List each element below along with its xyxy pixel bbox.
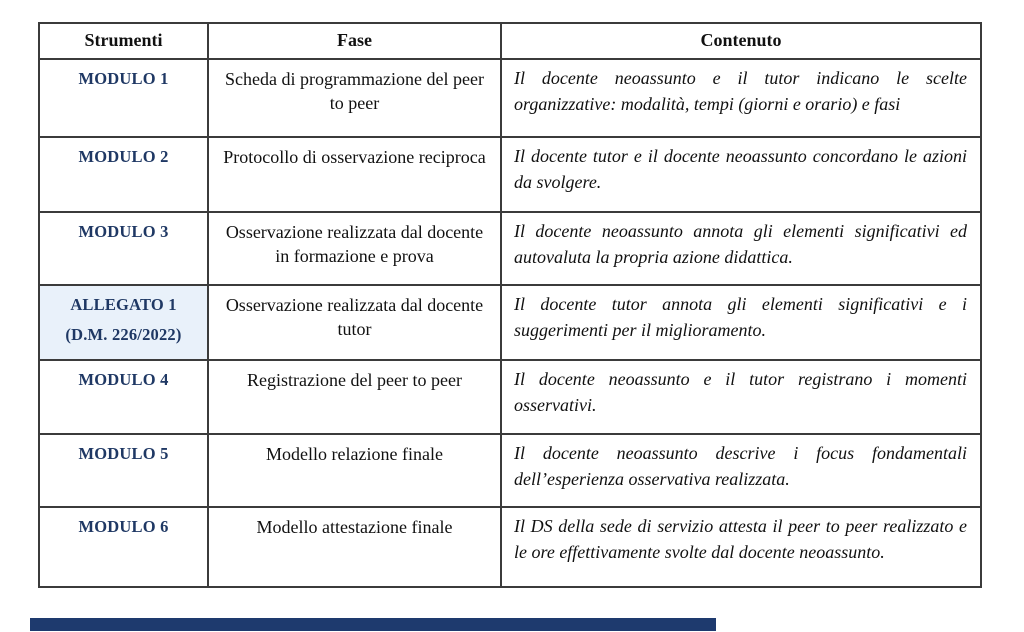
contenuto-text: Il DS della sede di servizio attesta il peer to peer realizzato e le ore effettivamente svolte dal docente neoassunto. <box>501 507 981 587</box>
fase-text: Osservazione realizzata dal docente in formazione e prova <box>208 212 501 285</box>
page-bottom-bar <box>30 618 716 631</box>
fase-text: Protocollo di osservazione reciproca <box>208 137 501 212</box>
contenuto-text: Il docente tutor annota gli elementi significativi e i suggerimenti per il miglioramento. <box>501 285 981 360</box>
fase-text: Modello relazione finale <box>208 434 501 507</box>
contenuto-text: Il docente neoassunto e il tutor registrano i momenti osservativi. <box>501 360 981 434</box>
table-row <box>39 360 981 434</box>
fase-text: Registrazione del peer to peer <box>208 360 501 434</box>
table-row <box>39 507 981 587</box>
contenuto-text: Il docente neoassunto descrive i focus fondamentali dell’esperienza osservativa realizzata. <box>501 434 981 507</box>
allegato-decree-ref: (D.M. 226/2022) <box>65 325 182 344</box>
table-row <box>39 212 981 285</box>
header-row <box>39 23 981 59</box>
strumento-label-allegato <box>39 285 208 360</box>
column-header-strumenti: Strumenti <box>39 23 208 59</box>
strumento-label: MODULO 4 <box>39 360 208 434</box>
strumento-label: MODULO 1 <box>39 59 208 137</box>
contenuto-text: Il docente tutor e il docente neoassunto concordano le azioni da svolgere. <box>501 137 981 212</box>
fase-text: Scheda di programmazione del peer to peer <box>208 59 501 137</box>
table-row-allegato <box>39 285 981 360</box>
allegato-title: ALLEGATO 1 <box>70 295 177 314</box>
strumento-label: MODULO 2 <box>39 137 208 212</box>
strumento-label: MODULO 5 <box>39 434 208 507</box>
table-row <box>39 59 981 137</box>
strumento-label: MODULO 3 <box>39 212 208 285</box>
strumento-label: MODULO 6 <box>39 507 208 587</box>
contenuto-text: Il docente neoassunto annota gli elementi significativi ed autovaluta la propria azione didattica. <box>501 212 981 285</box>
fase-text: Modello attestazione finale <box>208 507 501 587</box>
column-header-contenuto: Contenuto <box>501 23 981 59</box>
column-header-fase: Fase <box>208 23 501 59</box>
fase-text: Osservazione realizzata dal docente tutor <box>208 285 501 360</box>
table-row <box>39 137 981 212</box>
strumenti-fase-contenuto-table <box>38 22 980 588</box>
table-row <box>39 434 981 507</box>
contenuto-text: Il docente neoassunto e il tutor indicano le scelte organizzative: modalità, tempi (giorni e orario) e fasi <box>501 59 981 137</box>
